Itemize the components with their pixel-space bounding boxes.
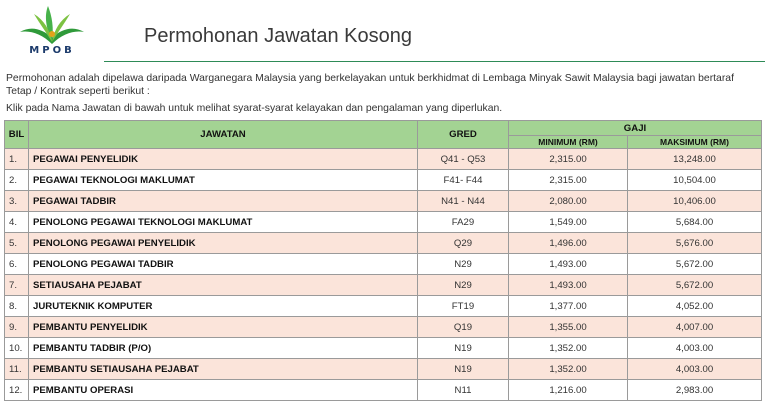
job-title-link[interactable]: PENOLONG PEGAWAI PENYELIDIK — [29, 233, 418, 254]
row-number: 2. — [5, 170, 29, 191]
grade: N19 — [418, 359, 509, 380]
job-title-link[interactable]: SETIAUSAHA PEJABAT — [29, 275, 418, 296]
intro-paragraph: Permohonan adalah dipelawa daripada Warganegara Malaysia yang berkelayakan untuk berkhidmat di Lembaga Minyak Sawit Malaysia bagi jawatan bertaraf Tetap / Kontrak seperti berikut : — [6, 73, 734, 97]
mpob-logo[interactable] — [18, 4, 86, 60]
row-number: 9. — [5, 317, 29, 338]
salary-min: 1,496.00 — [509, 233, 628, 254]
salary-min: 2,315.00 — [509, 170, 628, 191]
header-gred: GRED — [418, 121, 509, 149]
salary-min: 1,216.00 — [509, 380, 628, 401]
grade: Q41 - Q53 — [418, 149, 509, 170]
job-title-link[interactable]: PENOLONG PEGAWAI TEKNOLOGI MAKLUMAT — [29, 212, 418, 233]
salary-min: 1,352.00 — [509, 338, 628, 359]
salary-max: 5,672.00 — [628, 275, 762, 296]
row-number: 4. — [5, 212, 29, 233]
row-number: 1. — [5, 149, 29, 170]
row-number: 12. — [5, 380, 29, 401]
title-divider — [104, 61, 765, 62]
salary-min: 1,377.00 — [509, 296, 628, 317]
header-jawatan: JAWATAN — [29, 121, 418, 149]
table-row — [5, 317, 762, 338]
header-minimum: MINIMUM (RM) — [509, 136, 628, 149]
job-title-link[interactable]: PEMBANTU TADBIR (P/O) — [29, 338, 418, 359]
salary-max: 5,684.00 — [628, 212, 762, 233]
job-title-link[interactable]: PEMBANTU SETIAUSAHA PEJABAT — [29, 359, 418, 380]
row-number: 10. — [5, 338, 29, 359]
row-number: 6. — [5, 254, 29, 275]
table-row — [5, 254, 762, 275]
job-title-link[interactable]: PEGAWAI TADBIR — [29, 191, 418, 212]
table-row — [5, 233, 762, 254]
header-bil: BIL — [5, 121, 29, 149]
table-row — [5, 359, 762, 380]
salary-max: 4,007.00 — [628, 317, 762, 338]
grade: N41 - N44 — [418, 191, 509, 212]
job-title-link[interactable]: PEGAWAI TEKNOLOGI MAKLUMAT — [29, 170, 418, 191]
table-row — [5, 191, 762, 212]
page-header — [0, 0, 765, 64]
table-row — [5, 212, 762, 233]
salary-min: 1,493.00 — [509, 275, 628, 296]
salary-min: 1,493.00 — [509, 254, 628, 275]
table-row — [5, 170, 762, 191]
salary-max: 5,672.00 — [628, 254, 762, 275]
row-number: 7. — [5, 275, 29, 296]
grade: N29 — [418, 254, 509, 275]
palm-leaf-icon — [18, 4, 86, 48]
job-title-link[interactable]: PEGAWAI PENYELIDIK — [29, 149, 418, 170]
salary-min: 1,549.00 — [509, 212, 628, 233]
row-number: 3. — [5, 191, 29, 212]
salary-min: 2,315.00 — [509, 149, 628, 170]
row-number: 8. — [5, 296, 29, 317]
table-row — [5, 296, 762, 317]
salary-max: 10,504.00 — [628, 170, 762, 191]
table-row — [5, 275, 762, 296]
grade: FA29 — [418, 212, 509, 233]
salary-max: 13,248.00 — [628, 149, 762, 170]
salary-max: 2,983.00 — [628, 380, 762, 401]
grade: FT19 — [418, 296, 509, 317]
grade: N11 — [418, 380, 509, 401]
vacancy-table — [4, 120, 762, 401]
row-number: 5. — [5, 233, 29, 254]
grade: Q29 — [418, 233, 509, 254]
grade: N19 — [418, 338, 509, 359]
job-title-link[interactable]: PEMBANTU PENYELIDIK — [29, 317, 418, 338]
salary-max: 5,676.00 — [628, 233, 762, 254]
job-title-link[interactable]: JURUTEKNIK KOMPUTER — [29, 296, 418, 317]
page-title: Permohonan Jawatan Kosong — [144, 25, 412, 47]
salary-max: 10,406.00 — [628, 191, 762, 212]
salary-min: 1,355.00 — [509, 317, 628, 338]
header-gaji: GAJI — [509, 121, 762, 136]
table-row — [5, 380, 762, 401]
grade: F41- F44 — [418, 170, 509, 191]
instruction-paragraph: Klik pada Nama Jawatan di bawah untuk melihat syarat-syarat kelayakan dan pengalaman yang diperlukan. — [6, 103, 503, 114]
salary-min: 2,080.00 — [509, 191, 628, 212]
grade: N29 — [418, 275, 509, 296]
header-maksimum: MAKSIMUM (RM) — [628, 136, 762, 149]
table-row — [5, 338, 762, 359]
row-number: 11. — [5, 359, 29, 380]
grade: Q19 — [418, 317, 509, 338]
job-title-link[interactable]: PENOLONG PEGAWAI TADBIR — [29, 254, 418, 275]
salary-max: 4,003.00 — [628, 359, 762, 380]
job-title-link[interactable]: PEMBANTU OPERASI — [29, 380, 418, 401]
salary-max: 4,003.00 — [628, 338, 762, 359]
salary-max: 4,052.00 — [628, 296, 762, 317]
logo-text: MPOB — [29, 45, 75, 56]
table-row — [5, 149, 762, 170]
salary-min: 1,352.00 — [509, 359, 628, 380]
